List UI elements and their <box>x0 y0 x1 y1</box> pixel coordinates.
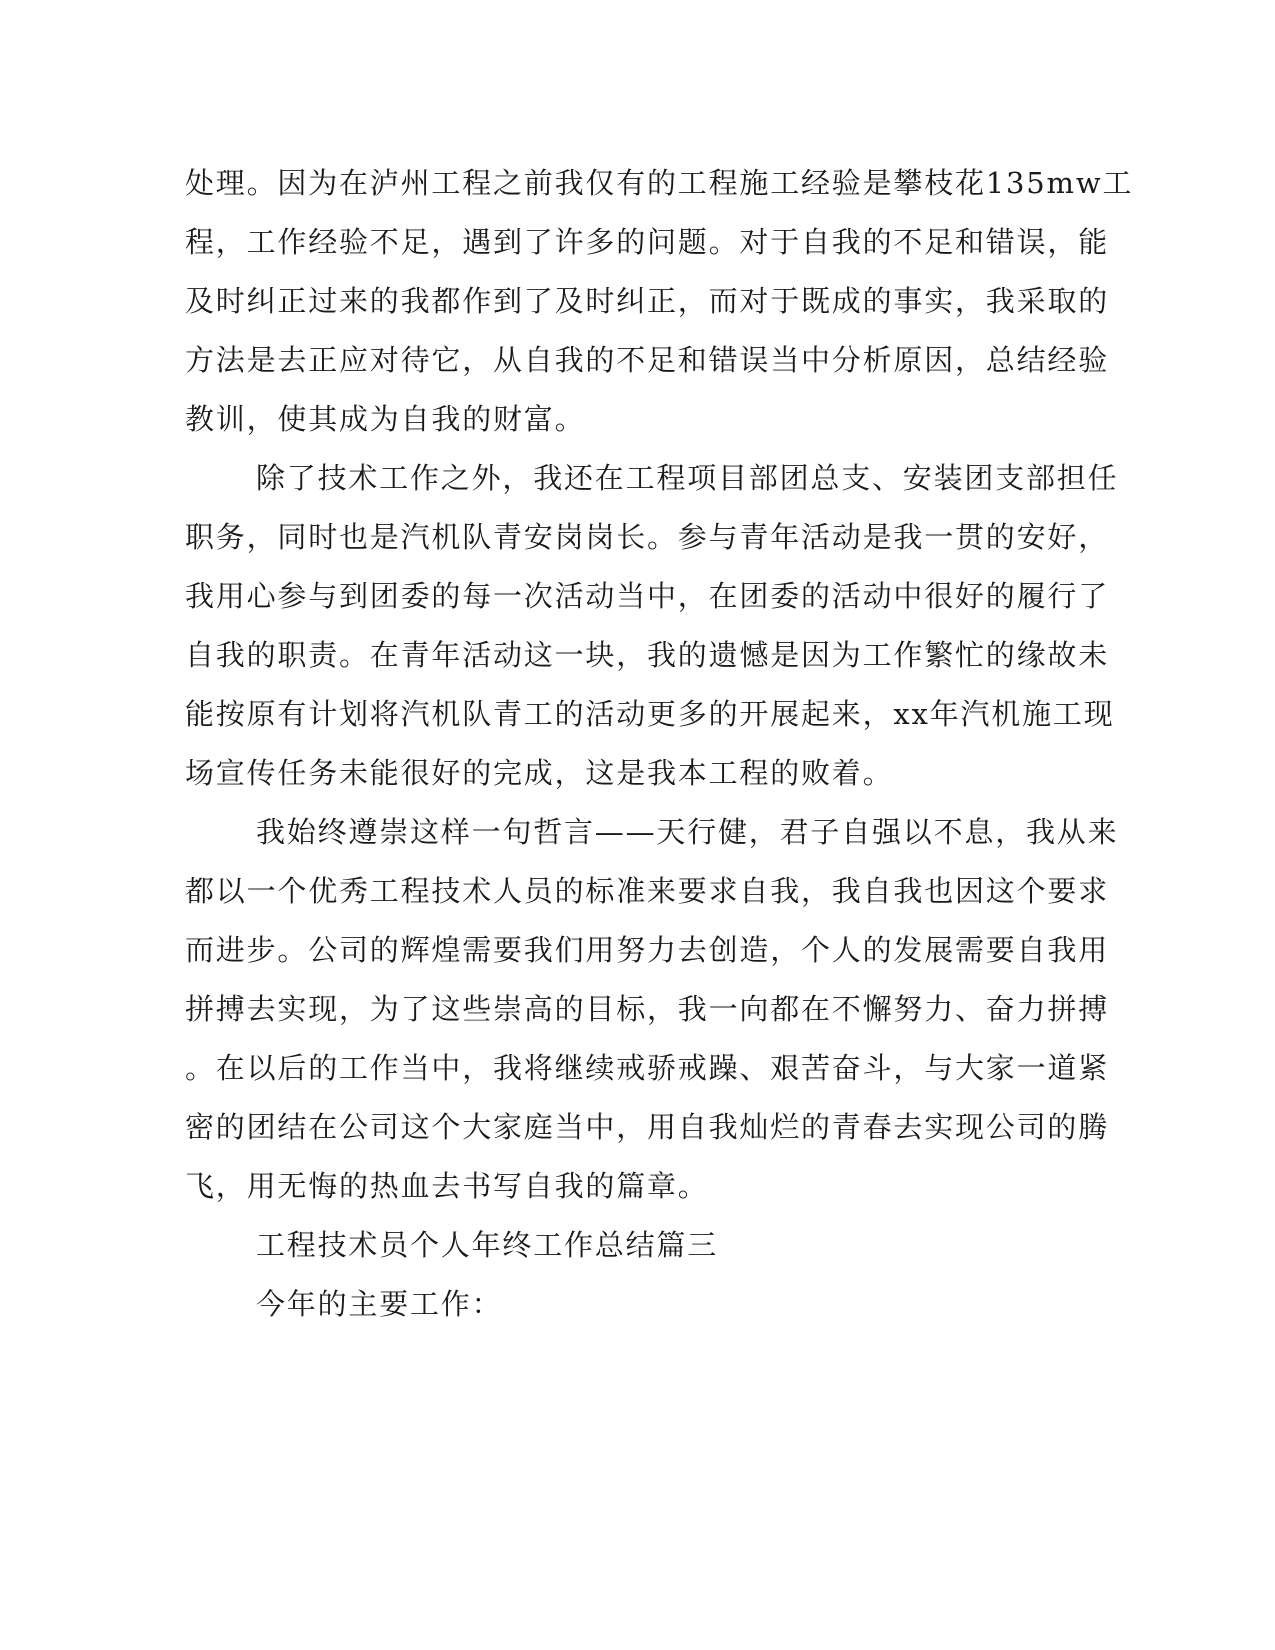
paragraph-line: 自我的职责。在青年活动这一块，我的遗憾是因为工作繁忙的缘故未 <box>185 638 1110 672</box>
paragraph-line: 我用心参与到团委的每一次活动当中，在团委的活动中很好的履行了 <box>185 579 1110 613</box>
paragraph-line: 方法是去正应对待它，从自我的不足和错误当中分析原因，总结经验 <box>185 343 1110 377</box>
paragraph-line: 教训，使其成为自我的财富。 <box>185 402 586 436</box>
paragraph-line: 飞，用无悔的热血去书写自我的篇章。 <box>185 1169 709 1203</box>
paragraph-line: 除了技术工作之外，我还在工程项目部团总支、安装团支部担任 <box>256 461 1119 495</box>
paragraph-line: 程，工作经验不足，遇到了许多的问题。对于自我的不足和错误，能 <box>185 225 1110 259</box>
paragraph-line: 都以一个优秀工程技术人员的标准来要求自我，我自我也因这个要求 <box>185 874 1110 908</box>
section-heading: 工程技术员个人年终工作总结篇三 <box>256 1228 719 1262</box>
paragraph-line: 职务，同时也是汽机队青安岗岗长。参与青年活动是我一贯的安好， <box>185 520 1110 554</box>
subsection-label: 今年的主要工作： <box>256 1287 503 1321</box>
paragraph-line: 处理。因为在泸州工程之前我仅有的工程施工经验是攀枝花135mw工 <box>185 166 1134 200</box>
paragraph-line: 场宣传任务未能很好的完成，这是我本工程的败着。 <box>185 756 894 790</box>
paragraph-line: 而进步。公司的辉煌需要我们用努力去创造，个人的发展需要自我用 <box>185 933 1110 967</box>
paragraph-line: 及时纠正过来的我都作到了及时纠正，而对于既成的事实，我采取的 <box>185 284 1110 318</box>
paragraph-line: 能按原有计划将汽机队青工的活动更多的开展起来，xx年汽机施工现 <box>185 697 1115 731</box>
paragraph-line: 我始终遵崇这样一句哲言——天行健，君子自强以不息，我从来 <box>256 815 1119 849</box>
paragraph-line: 。在以后的工作当中，我将继续戒骄戒躁、艰苦奋斗，与大家一道紧 <box>185 1051 1110 1085</box>
paragraph-line: 拼搏去实现，为了这些崇高的目标，我一向都在不懈努力、奋力拼搏 <box>185 992 1110 1026</box>
paragraph-line: 密的团结在公司这个大家庭当中，用自我灿烂的青春去实现公司的腾 <box>185 1110 1110 1144</box>
